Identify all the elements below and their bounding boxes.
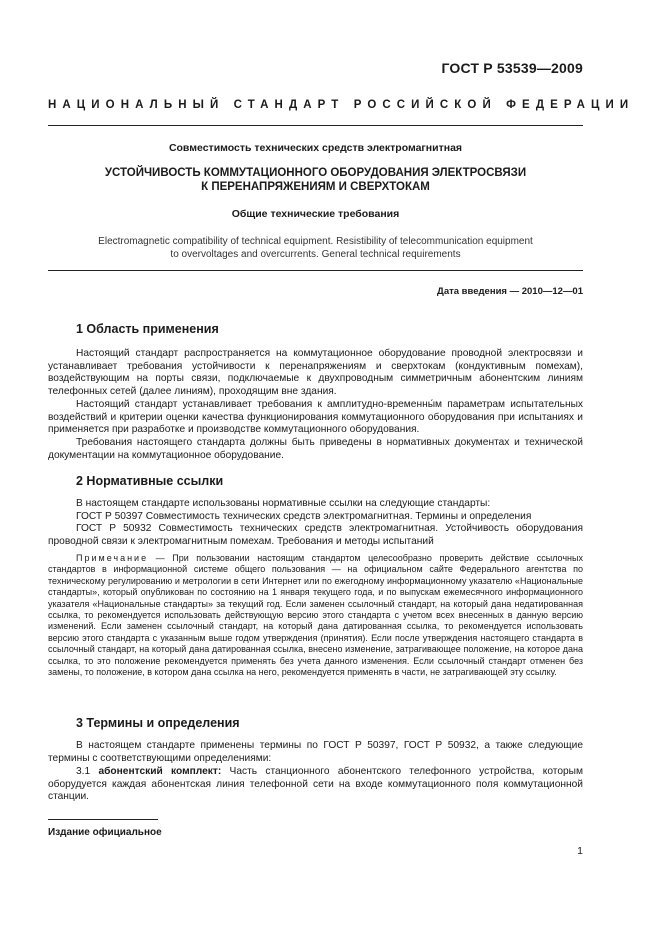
- section-1-paragraph-1: Настоящий стандарт распространяется на коммутационное оборудование проводной электросвязи и устанавливает требования устойчивости к перенапряжениям и сверхтокам (кондуктивным помехам), воздействующим на порты связи, подключаемые к двухпроводным симметричным абонентским линиям телефонных сетей (далее линиям), проходящим вне здания.: [48, 348, 583, 397]
- header-divider: [48, 125, 583, 126]
- english-title: [48, 236, 583, 261]
- standard-title-line-1: УСТОЙЧИВОСТЬ КОММУТАЦИОННОГО ОБОРУДОВАНИЯ ЭЛЕКТРОСВЯЗИ: [104, 167, 527, 179]
- section-1-paragraph-3: Требования настоящего стандарта должны быть приведены в нормативных документах и технической документации на коммутационное оборудование.: [48, 437, 583, 461]
- standard-title-line-2: К ПЕРЕНАПРЯЖЕНИЯМ И СВЕРХТОКАМ: [201, 181, 430, 193]
- section-2-reference-50397: ГОСТ Р 50397 Совместимость технических средств электромагнитная. Термины и определения: [76, 511, 532, 522]
- section-3-heading: 3 Термины и определения: [76, 716, 240, 730]
- term-name: абонентский комплект:: [98, 766, 222, 777]
- english-title-line-2: to overvoltages and overcurrents. General technical requirements: [170, 248, 461, 260]
- section-3-paragraph-1: В настоящем стандарте применены термины по ГОСТ Р 50397, ГОСТ Р 50932, а также следующие термины с соответствующими определениями:: [48, 740, 583, 764]
- section-2-heading: 2 Нормативные ссылки: [76, 474, 224, 488]
- title-divider: [48, 270, 583, 271]
- english-title-line-1: Electromagnetic compatibility of technical equipment. Resistibility of telecommunication equipment: [98, 236, 533, 247]
- note-label: Примечание: [76, 553, 149, 563]
- section-2-note: Примечание — При пользовании настоящим стандартом целесообразно проверить действие ссылочных стандартов в информационной системе общего пользования — на официальном сайте Федерального агентства по техническому регулированию и метрологии в сети Интернет или по ежегодному информационному указателю «Национальные стандарты», который опубликован по состоянию на 1 января текущего года, и по выпускам ежемесячного информационного указателя «Национальные стандарты» за текущий год. Если заменен ссылочный стандарт, на который дана недатированная ссылка, то рекомендуется использовать действующую версию этого стандарта с учетом всех внесенных в данную версию изменений. Если заменен ссылочный стандарт, на который дана датированная ссылка, то рекомендуется использовать версию этого стандарта с указанным выше годом утверждения (принятия). Если после утверждения настоящего стандарта в ссылочный стандарт, на который дана датированная ссылка, внесено изменение, затрагивающее положение, на которое дана ссылка, то это положение рекомендуется применять без учета данного изменения. Если ссылочный стандарт отменен без замены, то положение, в котором дана ссылка на него, рекомендуется применять в части, не затрагивающей эту ссылку.: [48, 553, 583, 678]
- section-2-paragraph-1: В настоящем стандарте использованы нормативные ссылки на следующие стандарты:: [76, 498, 491, 509]
- section-1-heading: 1 Область применения: [76, 322, 219, 336]
- document-number: ГОСТ Р 53539—2009: [441, 60, 583, 76]
- national-standard-banner: НАЦИОНАЛЬНЫЙ СТАНДАРТ РОССИЙСКОЙ ФЕДЕРАЦИИ: [48, 99, 635, 111]
- standard-subtitle: Совместимость технических средств электромагнитная: [168, 142, 463, 154]
- standard-title: [48, 166, 583, 194]
- section-1-paragraph-2: Настоящий стандарт устанавливает требования к амплитудно-временны́м параметрам испытательных воздействий и критерии оценки качества функционирования коммутационного оборудования при испытаниях и применяется при разработке и производстве коммутационного оборудования.: [48, 399, 583, 435]
- official-edition-label: Издание официальное: [48, 827, 162, 838]
- section-2-reference-50932: ГОСТ Р 50932 Совместимость технических средств электромагнитная. Устойчивость оборудования проводной связи к электромагнитным помехам. Требования и методы испытаний: [48, 523, 583, 547]
- section-3-term-definition: 3.1 абонентский комплект: Часть станционного абонентского телефонного устройства, которым оборудуется каждая абонентская линия телефонной сети на входе коммутационного поля коммутационной станции.: [48, 766, 583, 802]
- standard-requirements-subtitle: Общие технические требования: [231, 208, 400, 220]
- page-number: 1: [577, 845, 583, 857]
- footer-divider: [48, 819, 158, 820]
- effective-date: Дата введения — 2010—12—01: [437, 286, 583, 297]
